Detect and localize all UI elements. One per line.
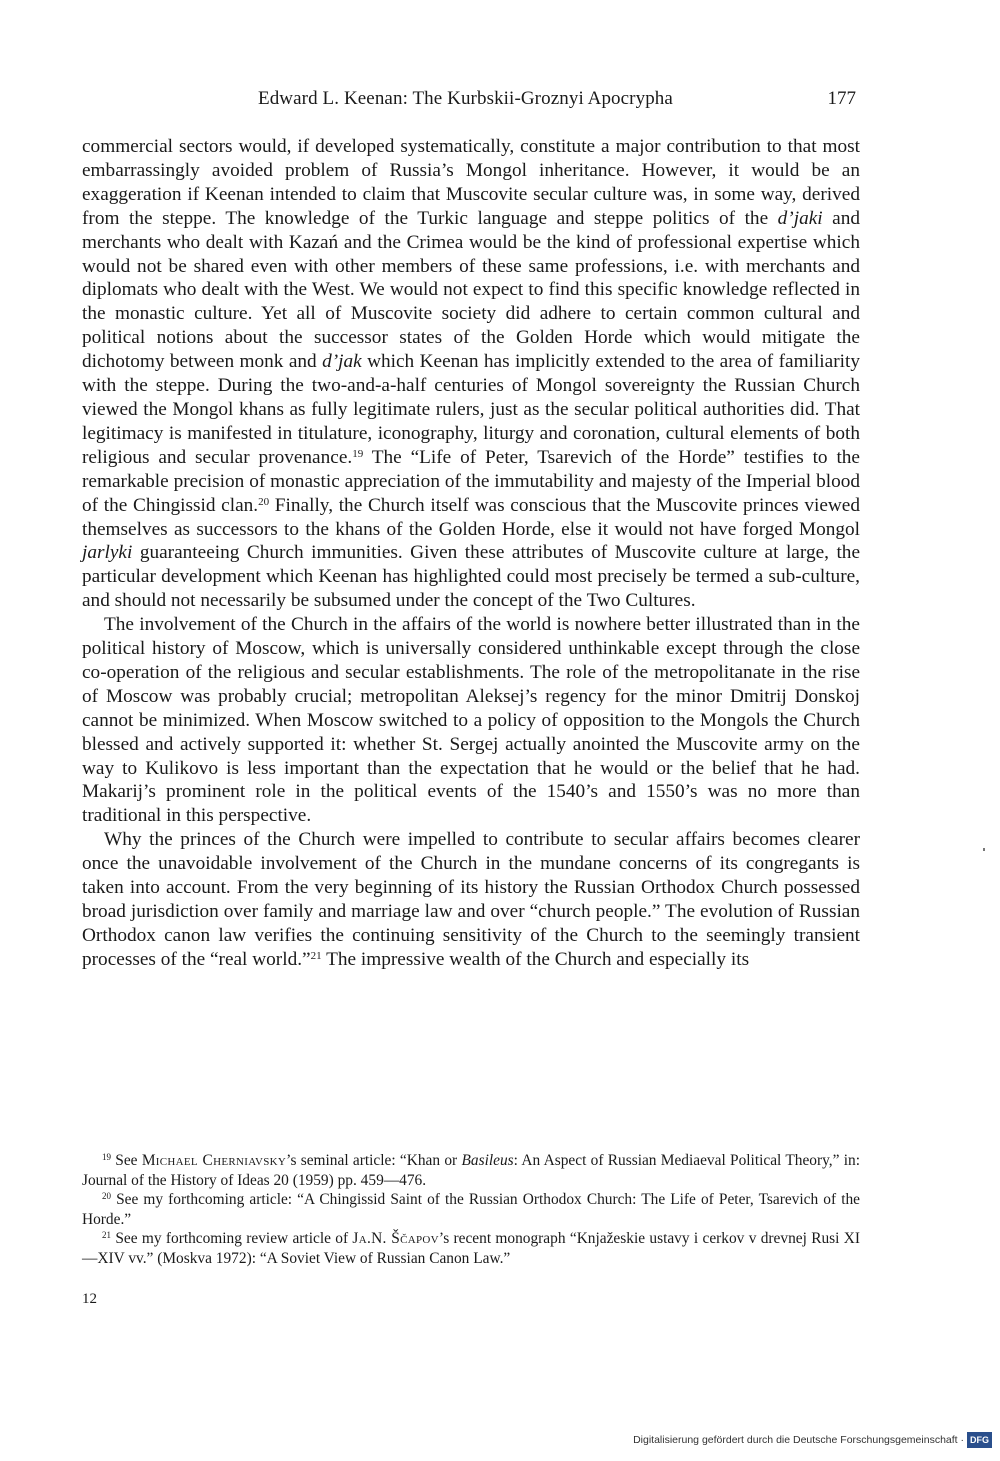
text-run: See my forthcoming article: “A Chingissid Saint of the Russian Orthodox Church: The Life of Peter, Tsarevich of the Horde.” [82,1191,860,1228]
italic-term: Basileus [461,1152,514,1169]
text-run: guaranteeing Church immunities. Given these attributes of Muscovite culture at large, the particular development which Keenan has highlighted could most precisely be termed a sub-culture, and should not necessarily be subsumed under the concept of the Two Cultures. [82,542,860,612]
paragraph-3 [82,828,860,971]
text-run: The impressive wealth of the Church and especially its [321,948,750,970]
footnote-20 [82,1190,860,1229]
text-run: Why the princes of the Church were impelled to contribute to secular affairs becomes clearer once the unavoidable involvement of the Church in the mundane concerns of its congregants is taken into account. From the very beginning of its history the Russian Orthodox Church possessed broad jurisdiction over family and marriage law and over “church people.” The evolution of Russian Orthodox canon law verifies the continuing sensitivity of the Church to the seemingly transient processes of the “real world.” [82,829,860,970]
digitization-credit [633,1432,992,1448]
footnotes [82,1151,860,1269]
italic-term: d’jak [322,351,362,373]
footnote-number: 19 [102,1152,111,1162]
author-name: Michael Cherniavsky [141,1152,287,1169]
credit-text: Digitalisierung gefördert durch die Deutsche Forschungsgemeinschaft · [633,1434,964,1446]
footnote-ref-19[interactable]: 19 [352,447,364,460]
text-run: : An Aspect of Russian Mediaeval Political Theory,” in: Journal of the History of Ideas 20 (1959) pp. 459—476. [82,1152,861,1189]
text-run: See my forthcoming review article of [111,1230,353,1248]
paragraph-2: The involvement of the Church in the affairs of the world is nowhere better illustrated than in the political history of Moscow, which is universally considered unthinkable except through the close co-operation of the religious and secular establishments. The role of the metropolitanate in the rise of Moscow was probably crucial; metropolitan Aleksej’s regency for the minor Dmitrij Donskoj cannot be minimized. When Moscow switched to a policy of opposition to the Mongols the Church blessed and actively supported it: whether St. Sergej actually anointed the Muscovite army on the way to Kulikovo is less important than the expectation that he would or the belief that he had. Makarij’s prominent role in the political events of the 1540’s and 1550’s was no more than traditional in this perspective. [82,614,860,827]
scan-speck [983,848,985,851]
running-title: Edward L. Keenan: The Kurbskii-Groznyi Apocrypha [258,88,673,109]
text-run: Finally, the Church itself was conscious that the Muscovite princes viewed themselves as successors to the khans of the Golden Horde, else it would not have forged Mongol [82,494,860,540]
dfg-logo-badge: DFG [967,1432,992,1448]
running-head [82,86,860,112]
author-name: Ja.N. Ščapov [352,1230,439,1248]
text-run: ’s recent monograph “Knjažeskie ustavy i cerkov v drevnej Rusi XI—XIV vv.” (Moskva 1972): “A Soviet View of Russian Canon Law.” [82,1230,860,1267]
footnote-number: 20 [102,1191,111,1202]
text-run: See [111,1152,142,1169]
page-number: 177 [827,88,856,109]
text-run: and merchants who dealt with Kazań and the Crimea would be the kind of professional expertise which would not be shared even with other members of these same professions, i.e. with merchants and diplomats who dealt with the West. We would not expect to find this specific knowledge reflected in the monastic culture. Yet all of Muscovite society did adhere to certain common cultural and political notions about the successor states of the Golden Horde which would mitigate the dichotomy between monk and [82,207,860,373]
footnote-21 [82,1229,860,1268]
text-run: commercial sectors would, if developed systematically, constitute a major contribution to that most embarrassingly avoided problem of Russia’s Mongol inheritance. However, it would be an exaggeration if Keenan intended to claim that Muscovite secular culture was, in some way, derived from the steppe. The knowledge of the Turkic language and steppe politics of the [82,136,860,229]
italic-term: d’jaki [777,207,823,229]
footnote-ref-21[interactable]: 21 [310,949,322,962]
italic-term: jarlyki [82,542,133,564]
text-run: The “Life of Peter, Tsarevich of the Horde” testifies to the remarkable precision of monastic appreciation of the immutability and majesty of the Imperial blood of the Chingissid clan. [82,446,860,516]
footnote-ref-20[interactable]: 20 [258,495,270,508]
body-text [82,135,860,972]
text-run: which Keenan has implicitly extended to the area of familiarity with the steppe. During the two-and-a-half centuries of Mongol sovereignty the Russian Church viewed the Mongol khans as fully legitimate rulers, just as the secular political authorities did. That legitimacy is manifested in titulature, iconography, liturgy and coronation, cultural elements of both religious and secular provenance. [82,351,861,468]
footnote-19 [82,1151,860,1190]
text-run: ’s seminal article: “Khan or [286,1152,462,1169]
footnote-number: 21 [102,1230,111,1241]
paragraph-1 [82,135,860,613]
signature-mark: 12 [82,1291,97,1307]
